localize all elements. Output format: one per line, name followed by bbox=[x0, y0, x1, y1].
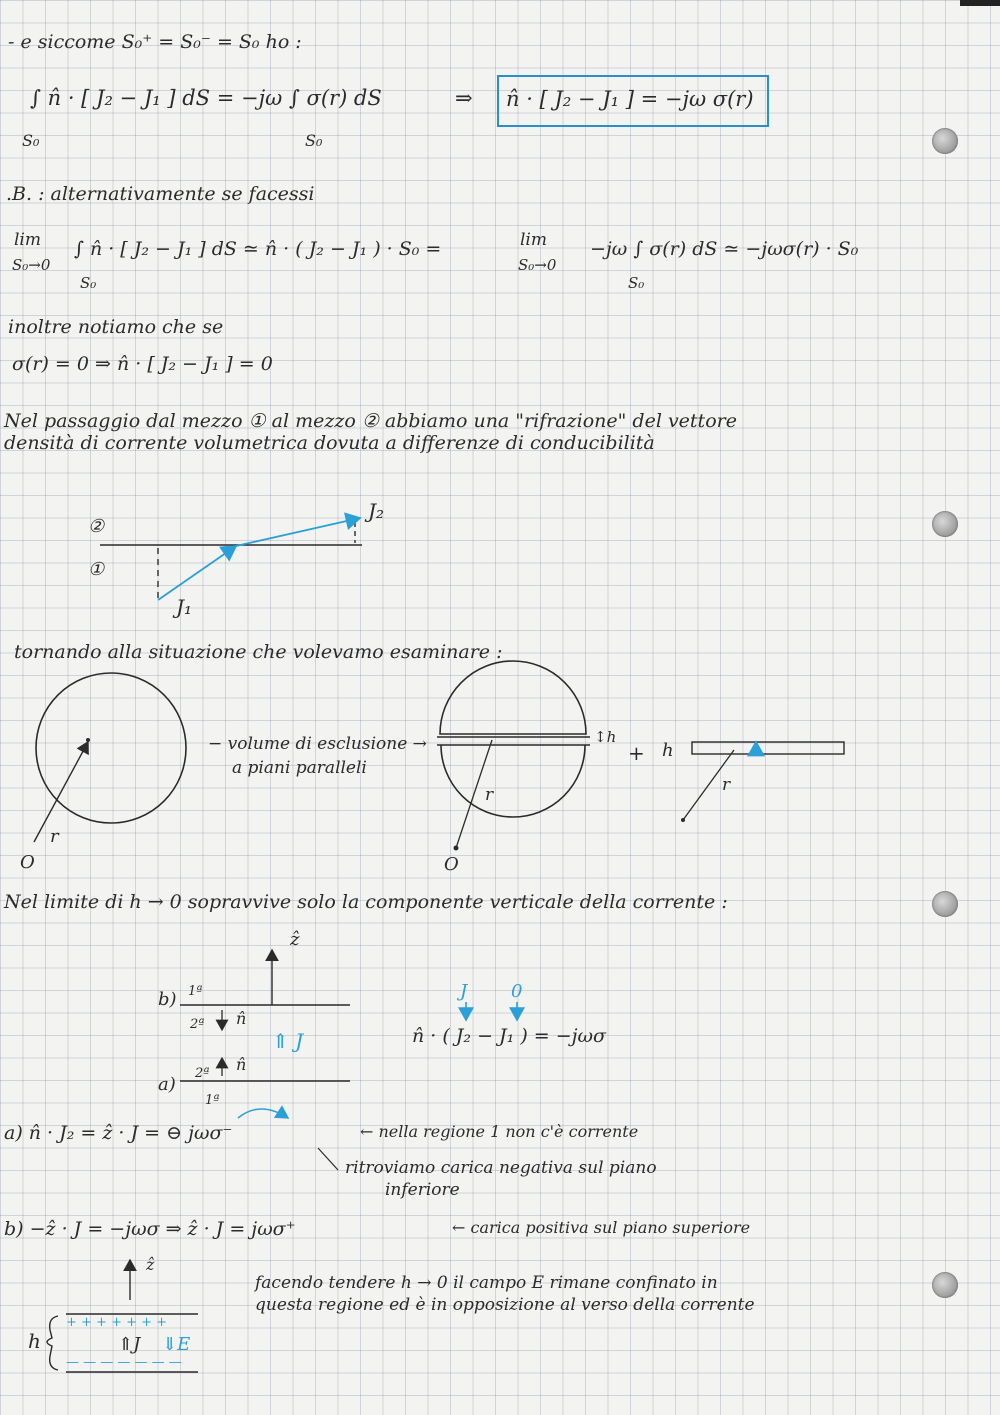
lim-sub-s0b: S₀ bbox=[628, 274, 645, 292]
medium-1-label: ① bbox=[88, 559, 105, 580]
negative-charge-line-2: inferiore bbox=[385, 1180, 460, 1200]
h-bottom-label: h bbox=[28, 1329, 41, 1353]
sign-swap-arrow bbox=[238, 1109, 288, 1118]
h-thickness-label: ↕h bbox=[594, 728, 617, 746]
negative-charge-line-1: ritroviamo carica negativa sul piano bbox=[345, 1158, 657, 1178]
slab-rect bbox=[692, 742, 844, 754]
j2-label: J₂ bbox=[368, 499, 385, 523]
j1-vector bbox=[158, 546, 236, 600]
boundary-condition-formula: n̂ · [ J₂ − J₁ ] = −jω σ(r) bbox=[506, 87, 754, 111]
layer-2-a: 2ª bbox=[195, 1066, 210, 1081]
j2-vector bbox=[236, 518, 360, 546]
integral-limit-right: S₀ bbox=[305, 131, 323, 150]
upper-cap bbox=[440, 661, 586, 734]
h-label-slab: h bbox=[662, 740, 674, 761]
layer-1-b: 1ª bbox=[188, 984, 203, 999]
label-a: a) bbox=[158, 1074, 176, 1095]
refraction-line-2: densità di corrente volumetrica dovuta a differenze di conducibilità bbox=[4, 432, 655, 454]
j-bottom-label: ⇑J bbox=[118, 1334, 141, 1355]
parallel-plates-label: a piani paralleli bbox=[232, 758, 367, 778]
case-a-note: ← nella regione 1 non c'è corrente bbox=[360, 1122, 639, 1141]
current-j-label: ⇑ J bbox=[272, 1029, 304, 1053]
r-label-2: r bbox=[485, 785, 494, 805]
lim-label-1: lim bbox=[14, 230, 41, 250]
position-vector-r bbox=[34, 742, 88, 842]
refraction-line-1: Nel passaggio dal mezzo ① al mezzo ② abbiamo una "rifrazione" del vettore bbox=[4, 410, 737, 432]
j-above-label: J bbox=[460, 981, 468, 1002]
r-label-3: r bbox=[722, 775, 731, 795]
lim-sub-s0: S₀ bbox=[80, 274, 97, 292]
confined-field-line-1: facendo tendere h → 0 il campo E rimane confinato in bbox=[255, 1273, 718, 1293]
sphere-diagram bbox=[20, 673, 186, 873]
case-a-equation: a) n̂ · J₂ = ẑ · J = ⊖ jωσ⁻ bbox=[4, 1122, 233, 1144]
z-hat-bottom-label: ẑ bbox=[146, 1255, 155, 1274]
origin-label-2: O bbox=[444, 854, 459, 875]
origin-dot bbox=[454, 846, 459, 851]
pointer-line bbox=[318, 1148, 338, 1170]
case-b-equation: b) −ẑ · J = −jωσ ⇒ ẑ · J = jωσ⁺ bbox=[4, 1218, 296, 1240]
integral-equation: ∫ n̂ · [ J₂ − J₁ ] dS = −jω ∫ σ(r) dS bbox=[30, 86, 382, 110]
inoltre-line: inoltre notiamo che se bbox=[8, 316, 224, 338]
plus-sign: + bbox=[628, 741, 645, 765]
intro-line: - e siccome S₀⁺ = S₀⁻ = S₀ ho : bbox=[8, 31, 302, 53]
lim-expression-1: ∫ n̂ · [ J₂ − J₁ ] dS ≃ n̂ · ( J₂ − J₁ ) · S₀ = bbox=[74, 238, 442, 260]
current-difference-diagram bbox=[238, 981, 607, 1170]
integral-limit-left: S₀ bbox=[22, 131, 40, 150]
point-dot bbox=[86, 738, 90, 742]
confined-field-line-2: questa regione ed è in opposizione al verso della corrente bbox=[255, 1295, 755, 1315]
positive-charges-row: + + + + + + + bbox=[66, 1315, 168, 1330]
case-b-note: ← carica positiva sul piano superiore bbox=[452, 1218, 751, 1237]
n-hat-a-label: n̂ bbox=[236, 1055, 247, 1074]
origin-dot-3 bbox=[681, 818, 685, 822]
exclusion-volume-label: − volume di esclusione → bbox=[208, 734, 427, 754]
negative-charges-row: — — — — — — — bbox=[66, 1355, 182, 1370]
origin-label: O bbox=[20, 852, 35, 873]
e-field-label: ⇓E bbox=[162, 1334, 191, 1355]
zero-above-label: 0 bbox=[511, 981, 523, 1002]
current-difference-eq: n̂ · ( J₂ − J₁ ) = −jωσ bbox=[412, 1025, 606, 1047]
implies-arrow: ⇒ bbox=[455, 86, 473, 110]
layer-2-b: 2ª bbox=[190, 1017, 205, 1032]
refraction-diagram bbox=[88, 499, 384, 619]
sigma-zero-line: σ(r) = 0 ⇒ n̂ · [ J₂ − J₁ ] = 0 bbox=[12, 353, 273, 375]
lim-sub-1: S₀→0 bbox=[12, 256, 51, 274]
lower-cap bbox=[441, 745, 585, 817]
layers-diagram bbox=[158, 929, 350, 1108]
nb-line: .B. : alternativamente se facessi bbox=[6, 183, 315, 205]
r-label: r bbox=[50, 826, 59, 847]
j1-label: J₁ bbox=[176, 595, 193, 619]
medium-2-label: ② bbox=[88, 516, 105, 537]
height-brace bbox=[47, 1316, 58, 1370]
situation-line: tornando alla situazione che volevamo esaminare : bbox=[14, 641, 503, 663]
lim-sub-2: S₀→0 bbox=[518, 256, 557, 274]
z-hat-label: ẑ bbox=[290, 929, 300, 950]
sphere-with-slab-diagram bbox=[437, 661, 645, 875]
label-b: b) bbox=[158, 989, 177, 1010]
lim-label-2: lim bbox=[520, 230, 547, 250]
sphere-outline bbox=[36, 673, 186, 823]
slab-diagram bbox=[662, 740, 844, 822]
lim-expression-2: −jω ∫ σ(r) dS ≃ −jωσ(r) · S₀ bbox=[590, 238, 859, 260]
n-hat-b-label: n̂ bbox=[236, 1009, 247, 1028]
limit-line: Nel limite di h → 0 sopravvive solo la componente verticale della corrente : bbox=[4, 891, 728, 913]
confined-field-diagram bbox=[28, 1255, 198, 1372]
layer-1-a: 1ª bbox=[205, 1093, 220, 1108]
